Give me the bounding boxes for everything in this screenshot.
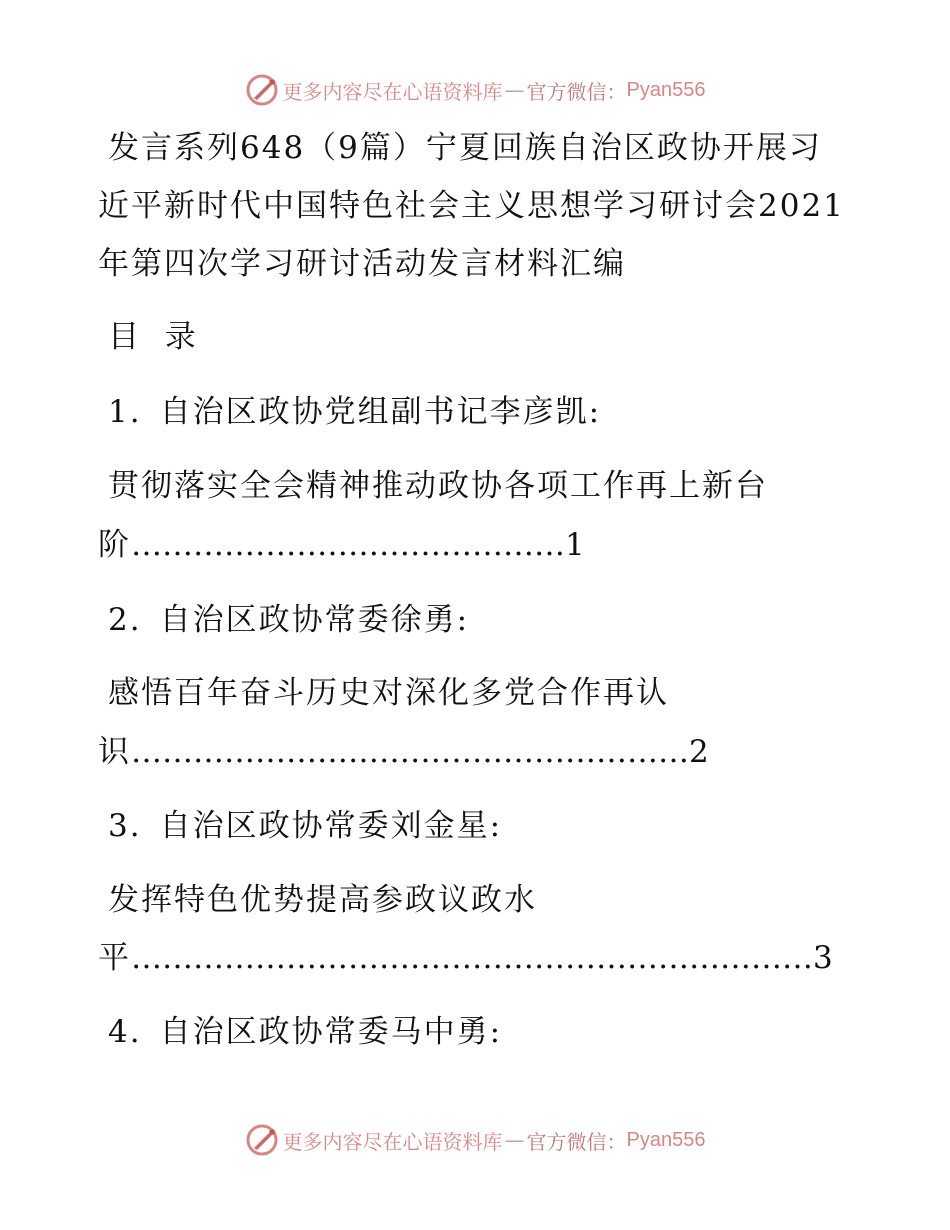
watermark-wechat-id: Pyan556 [626,1128,706,1151]
toc-entry-3-leader-line [98,938,888,978]
watermark-brand: 更多内容尽在心语资料库 [282,79,503,104]
toc-entry-3-title: 发挥特色优势提高参政议政水 [108,882,537,918]
watermark-separator: — [504,78,525,102]
watermark-wechat-label: 官方微信： [526,79,627,104]
toc-page-number: 2 [689,734,711,770]
toc-entry-1-title: 贯彻落实全会精神推动政协各项工作再上新台 [108,468,768,504]
document-title-line-2: 近平新时代中国特色社会主义思想学习研讨会2021 [98,188,845,224]
quill-logo-icon [245,1123,279,1157]
watermark-separator: — [504,1128,525,1152]
toc-page-number: 3 [813,940,835,976]
toc-entry-1-speaker-line [108,392,898,432]
toc-entry-number: 4. [108,1014,142,1050]
toc-entry-title-tail: 平 [98,940,131,976]
toc-dot-leader: …………………………………… [131,527,565,563]
toc-entry-2-leader-line [98,732,888,772]
quill-logo-icon [245,73,279,107]
toc-heading: 目 录 [108,319,198,355]
watermark-header [0,70,950,110]
watermark-footer [0,1120,950,1160]
document-title-line-3: 年第四次学习研讨活动发言材料汇编 [98,246,626,282]
toc-entry-2-title: 感悟百年奋斗历史对深化多党合作再认 [108,675,669,711]
toc-entry-number: 1. [108,394,142,430]
toc-entry-number: 2. [108,602,142,638]
toc-entry-speaker: 自治区政协党组副书记李彦凯: [159,394,602,430]
toc-entry-title-tail: 阶 [98,527,131,563]
toc-entry-speaker: 自治区政协常委刘金星: [159,808,503,844]
document-title-line-1: 发言系列648（9篇）宁夏回族自治区政协开展习 [108,130,822,166]
toc-entry-number: 3. [108,808,142,844]
toc-entry-2-speaker-line [108,600,898,640]
toc-dot-leader: ……………………………………………… [131,734,689,770]
toc-entry-speaker: 自治区政协常委徐勇: [159,602,470,638]
toc-entry-3-speaker-line [108,806,898,846]
toc-entry-1-leader-line [98,525,888,565]
toc-entry-title-tail: 识 [98,734,131,770]
watermark-wechat-id: Pyan556 [626,78,706,101]
toc-dot-leader: ………………………………………………………… [131,940,813,976]
toc-entry-speaker: 自治区政协常委马中勇: [159,1014,503,1050]
watermark-wechat-label: 官方微信： [526,1129,627,1154]
toc-page-number: 1 [565,527,587,563]
toc-entry-4-speaker-line [108,1012,898,1052]
watermark-brand: 更多内容尽在心语资料库 [282,1129,503,1154]
